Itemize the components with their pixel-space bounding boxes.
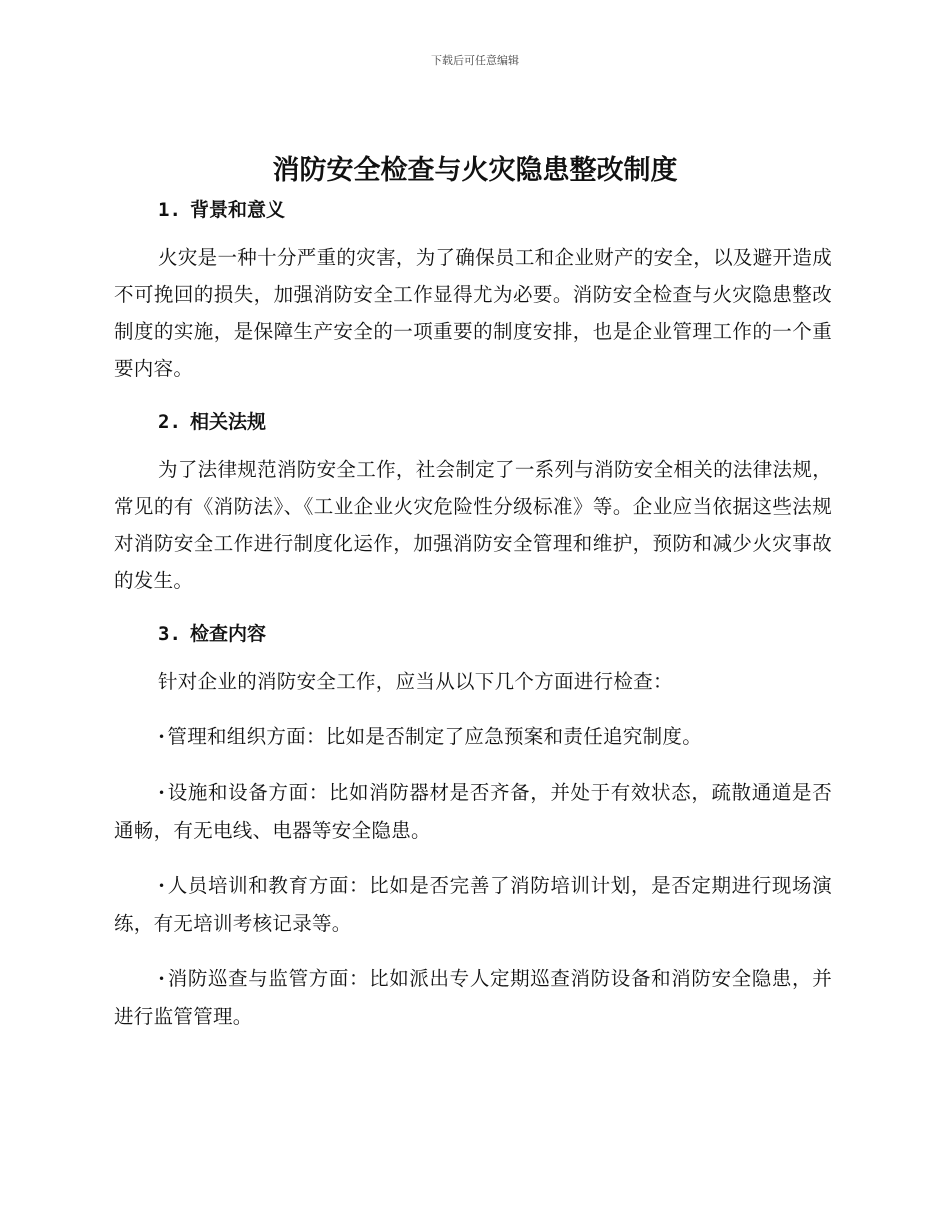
section-number: 3. [158,623,181,645]
bullet-text: 人员培训和教育方面：比如是否完善了消防培训计划，是否定期进行现场演练，有无培训考核记录等。 [114,874,832,935]
bullet-item-management [114,718,832,756]
document-body [114,193,832,1035]
section-heading-regulations [114,405,832,439]
section-title: 背景和意义 [190,199,286,221]
bullet-item-patrol [114,960,832,1035]
bullet-dot-icon: • [158,879,166,893]
bullet-text: 消防巡查与监管方面：比如派出专人定期巡查消防设备和消防安全隐患，并进行监管管理。 [114,967,832,1028]
document-title: 消防安全检查与火灾隐患整改制度 [272,155,678,186]
bullet-text: 管理和组织方面：比如是否制定了应急预案和责任追究制度。 [167,725,702,748]
bullet-dot-icon: • [158,786,166,800]
bullet-dot-icon: • [158,972,166,986]
section-number: 2. [158,411,181,433]
bullet-item-facilities [114,774,832,849]
page-header-note: 下载后可任意编辑 [431,54,519,67]
section-heading-inspection [114,617,832,651]
bullet-item-training [114,867,832,942]
section-title: 相关法规 [190,411,267,433]
section-heading-background [114,193,832,227]
section-paragraph-regulations: 为了法律规范消防安全工作，社会制定了一系列与消防安全相关的法律法规，常见的有《消防法》、《工业企业火灾危险性分级标准》等。企业应当依据这些法规对消防安全工作进行制度化运作，加强消防安全管理和维护，预防和减少火灾事故的发生。 [114,458,832,592]
section-number: 1. [158,199,181,221]
bullet-text: 设施和设备方面：比如消防器材是否齐备，并处于有效状态，疏散通道是否通畅，有无电线、电器等安全隐患。 [114,781,832,842]
bullet-dot-icon: • [158,730,166,744]
section-paragraph-background: 火灾是一种十分严重的灾害，为了确保员工和企业财产的安全，以及避开造成不可挽回的损失，加强消防安全工作显得尤为必要。消防安全检查与火灾隐患整改制度的实施，是保障生产安全的一项重要的制度安排，也是企业管理工作的一个重要内容。 [114,246,832,380]
section-title: 检查内容 [190,623,267,645]
section-paragraph-inspection: 针对企业的消防安全工作，应当从以下几个方面进行检查： [158,670,673,693]
